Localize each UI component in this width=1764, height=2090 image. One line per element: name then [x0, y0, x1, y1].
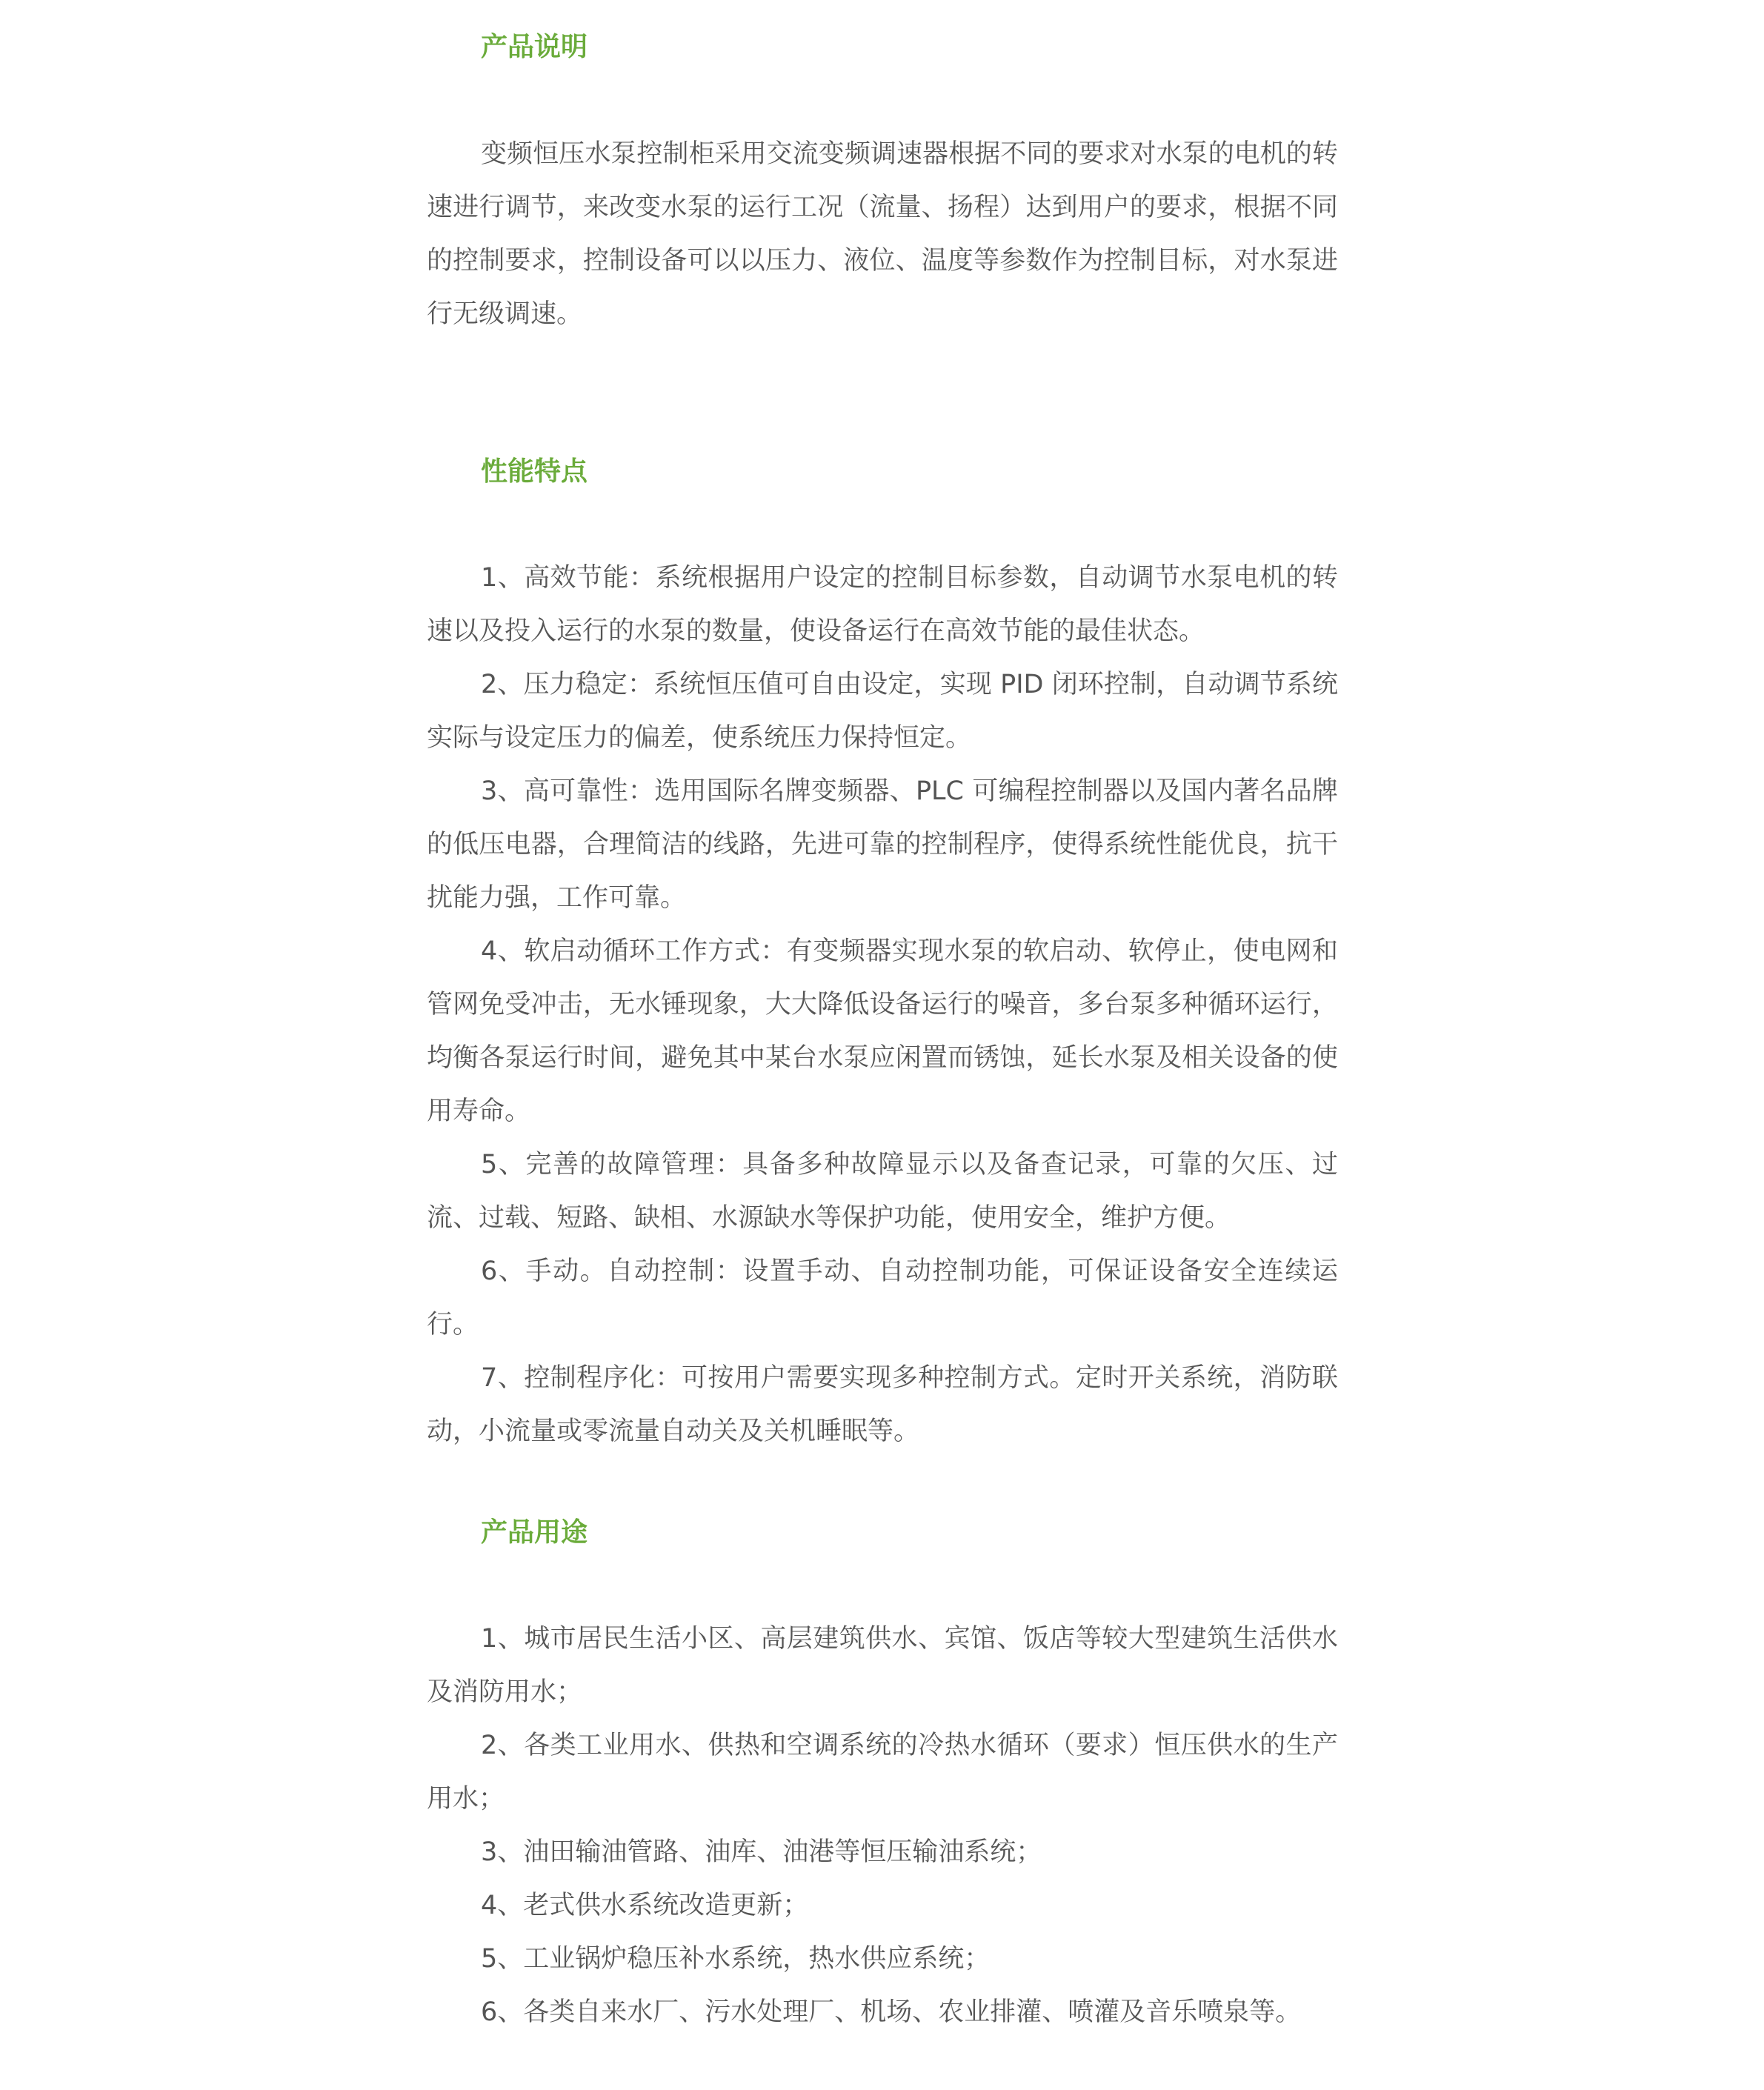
- section-title-uses: 产品用途: [481, 1517, 588, 1548]
- list-item: 3、油田输油管路、油库、油港等恒压输油系统；: [481, 1837, 1042, 1867]
- uses-list: [427, 1612, 1338, 2039]
- list-item: 5、完善的故障管理：具备多种故障显示以及备查记录，可靠的欠压、过流、过载、短路、缺相、水源缺水等保护功能，使用安全，维护方便。: [427, 1150, 1338, 1233]
- paragraph: 变频恒压水泵控制柜采用交流变频调速器根据不同的要求对水泵的电机的转速进行调节，来改变水泵的运行工况（流量、扬程）达到用户的要求，根据不同的控制要求，控制设备可以以压力、液位、温度等参数作为控制目标，对水泵进行无级调速。: [427, 139, 1338, 329]
- list-item: 2、各类工业用水、供热和空调系统的冷热水循环（要求）恒压供水的生产用水；: [427, 1731, 1338, 1814]
- features-list: [427, 551, 1338, 1458]
- list-item: 5、工业锅炉稳压补水系统，热水供应系统；: [481, 1944, 991, 1974]
- list-item: 4、老式供水系统改造更新；: [481, 1891, 809, 1920]
- list-item: 1、城市居民生活小区、高层建筑供水、宾馆、饭店等较大型建筑生活供水及消防用水；: [427, 1624, 1338, 1707]
- list-item: 7、控制程序化：可按用户需要实现多种控制方式。定时开关系统，消防联动，小流量或零流量自动关及关机睡眠等。: [427, 1363, 1338, 1446]
- list-item: 6、各类自来水厂、污水处理厂、机场、农业排灌、喷灌及音乐喷泉等。: [481, 1997, 1302, 2027]
- description-body: [427, 127, 1338, 341]
- list-item: 3、高可靠性：选用国际名牌变频器、PLC 可编程控制器以及国内著名品牌的低压电器，合理简洁的线路，先进可靠的控制程序，使得系统性能优良，抗干扰能力强，工作可靠。: [427, 776, 1338, 913]
- list-item: 1、高效节能：系统根据用户设定的控制目标参数，自动调节水泵电机的转速以及投入运行的水泵的数量，使设备运行在高效节能的最佳状态。: [427, 563, 1338, 646]
- list-item: 2、压力稳定：系统恒压值可自由设定，实现 PID 闭环控制，自动调节系统实际与设定压力的偏差，使系统压力保持恒定。: [427, 670, 1338, 753]
- section-title-features: 性能特点: [481, 456, 588, 487]
- list-item: 6、手动。自动控制：设置手动、自动控制功能，可保证设备安全连续运行。: [427, 1257, 1338, 1339]
- section-title-description: 产品说明: [481, 32, 588, 62]
- list-item: 4、软启动循环工作方式：有变频器实现水泵的软启动、软停止，使电网和管网免受冲击，无水锤现象，大大降低设备运行的噪音，多台泵多种循环运行，均衡各泵运行时间，避免其中某台水泵应闲置而锈蚀，延长水泵及相关设备的使用寿命。: [427, 936, 1338, 1126]
